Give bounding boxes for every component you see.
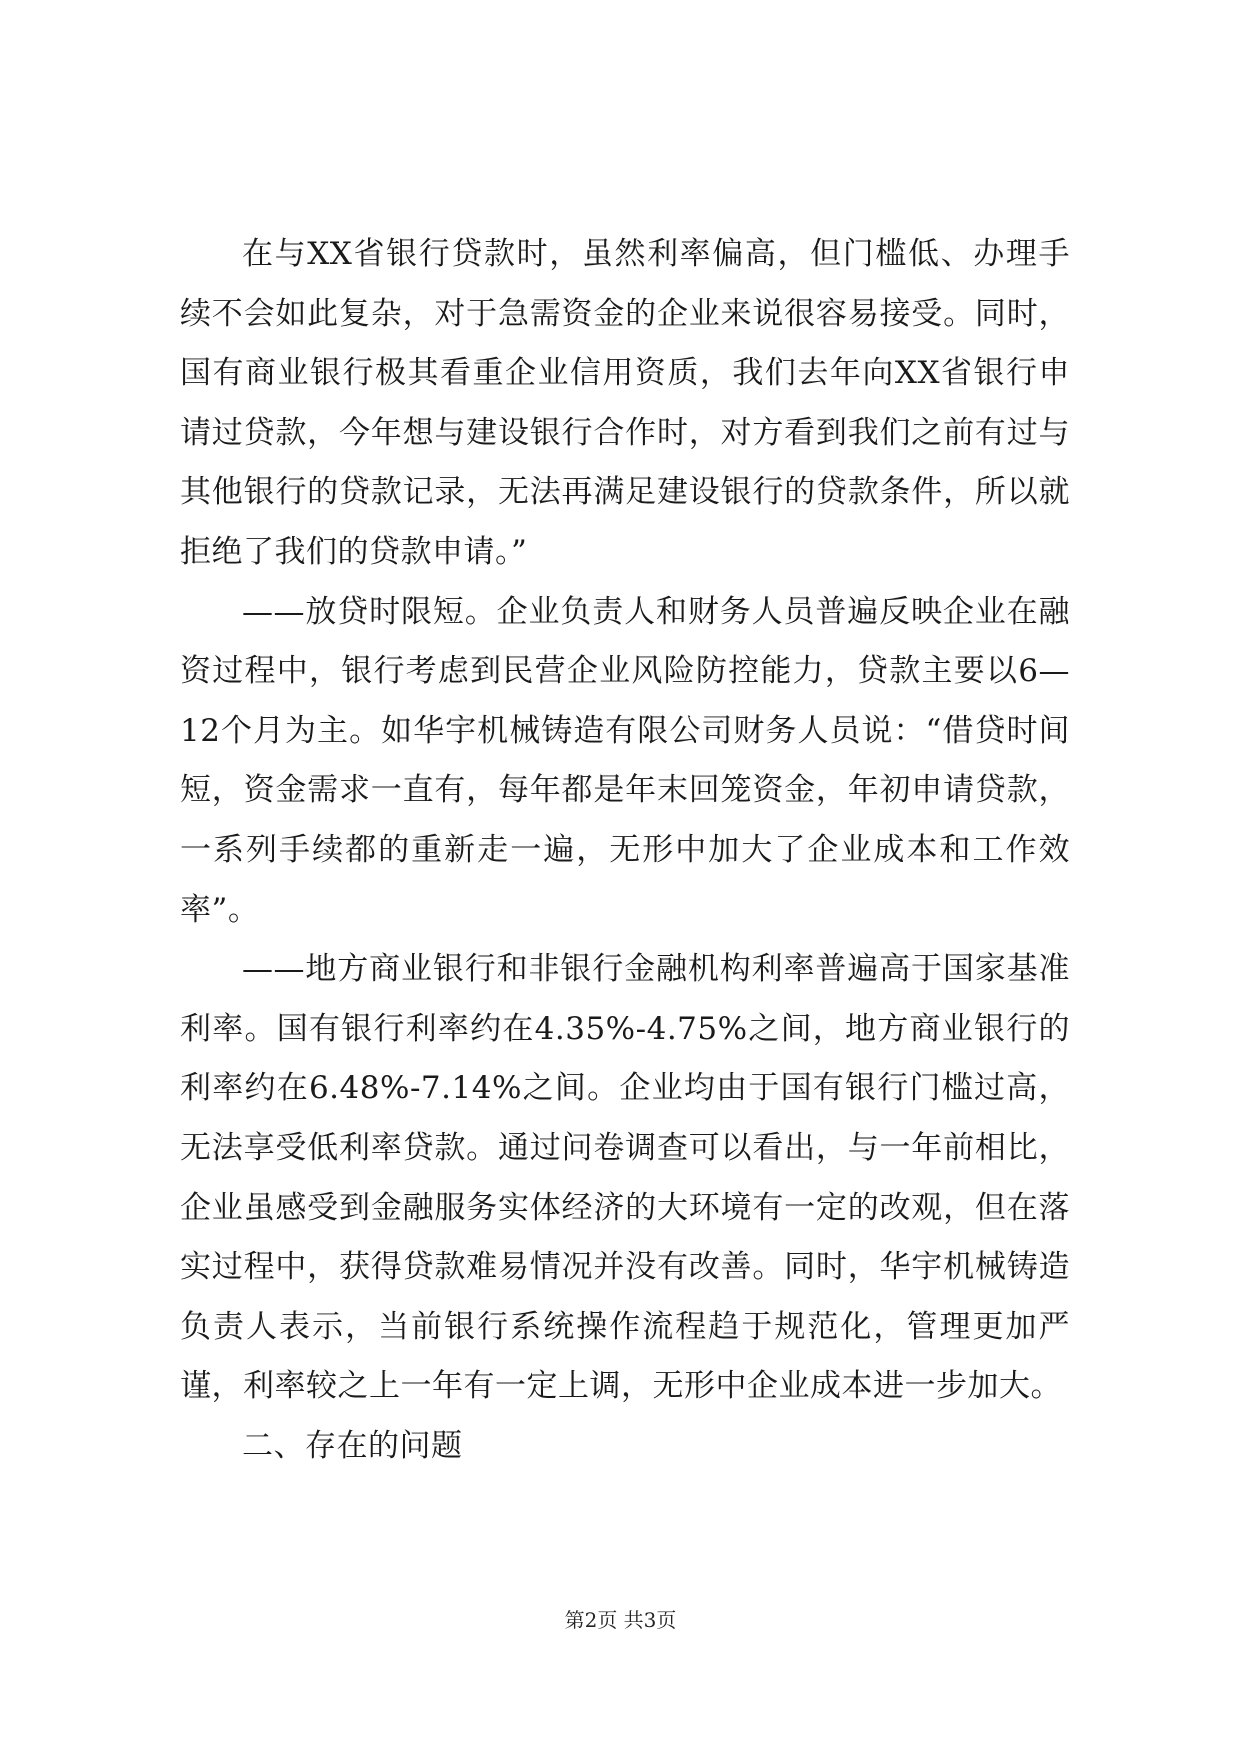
body-paragraph-quote-end: 在与XX省银行贷款时，虽然利率偏高，但门槛低、办理手续不会如此复杂，对于急需资金的企业来说很容易接受。同时，国有商业银行极其看重企业信用资质，我们去年向XX省银行申请过贷款，今年想与建设银行合作时，对方看到我们之前有过与其他银行的贷款记录，无法再满足建设银行的贷款条件，所以就拒绝了我们的贷款申请。”	[180, 236, 1070, 570]
section-heading-problems: 二、存在的问题	[242, 1427, 463, 1464]
document-body	[180, 225, 1070, 1476]
page-footer: 第2页 共3页	[564, 1608, 677, 1632]
body-paragraph-interest-rate: ——地方商业银行和非银行金融机构利率普遍高于国家基准利率。国有银行利率约在4.35%-4.75%之间，地方商业银行的利率约在6.48%-7.14%之间。企业均由于国有银行门槛过高，无法享受低利率贷款。通过问卷调查可以看出，与一年前相比，企业虽感受到金融服务实体经济的大环境有一定的改观，但在落实过程中，获得贷款难易情况并没有改善。同时，华宇机械铸造负责人表示，当前银行系统操作流程趋于规范化，管理更加严谨，利率较之上一年有一定上调，无形中企业成本进一步加大。	[180, 951, 1070, 1405]
body-paragraph-loan-term: ——放贷时限短。企业负责人和财务人员普遍反映企业在融资过程中，银行考虑到民营企业风险防控能力，贷款主要以6—12个月为主。如华宇机械铸造有限公司财务人员说：“借贷时间短，资金需求一直有，每年都是年末回笼资金，年初申请贷款，一系列手续都的重新走一遍，无形中加大了企业成本和工作效率”。	[180, 593, 1070, 928]
